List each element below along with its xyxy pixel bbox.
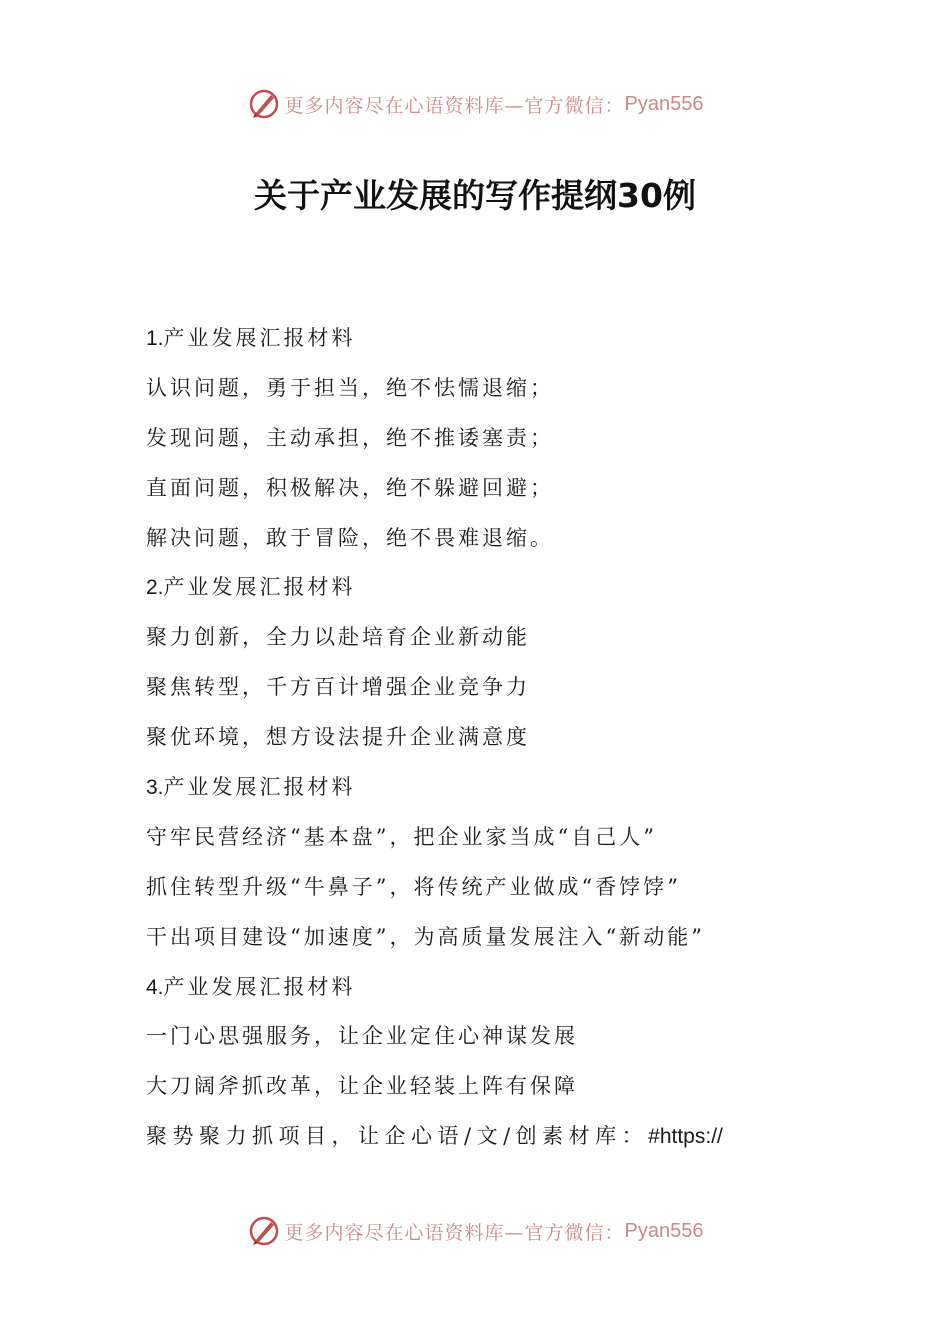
outline-line	[146, 813, 846, 863]
line-text: 守牢民营经济“基本盘”，把企业家当成“自己人”	[146, 824, 657, 849]
watermark-id: Pyan556	[624, 92, 704, 115]
outline-line	[146, 863, 846, 913]
outline-line	[146, 514, 846, 564]
pen-logo-icon	[247, 1214, 281, 1248]
section-heading	[146, 763, 846, 813]
footer-watermark	[0, 1211, 950, 1251]
outline-line	[146, 1112, 846, 1162]
line-text: 直面问题，积极解决，绝不躲避回避；	[146, 475, 554, 500]
line-text: 解决问题，敢于冒险，绝不畏难退缩。	[146, 525, 554, 550]
section-number: 3.	[146, 776, 164, 800]
line-text: 产业发展汇报材料	[163, 775, 356, 800]
line-text: 认识问题，勇于担当，绝不怯懦退缩；	[146, 375, 554, 400]
section-number: 4.	[146, 975, 164, 999]
pen-logo-icon	[247, 87, 281, 121]
line-text: 发现问题，主动承担，绝不推诿塞责；	[146, 425, 554, 450]
header-watermark	[0, 84, 950, 124]
line-text: 干出项目建设“加速度”，为高质量发展注入“新动能”	[146, 924, 705, 949]
line-text: 聚焦转型，千方百计增强企业竞争力	[146, 675, 530, 700]
outline-line	[146, 713, 846, 763]
line-text: 聚力创新，全力以赴培育企业新动能	[146, 625, 530, 650]
document-body	[146, 314, 846, 1162]
url-text: #https://	[648, 1125, 723, 1149]
outline-line	[146, 364, 846, 414]
line-text: 一门心思强服务，让企业定住心神谋发展	[146, 1024, 578, 1049]
line-text: 产业发展汇报材料	[163, 575, 356, 600]
section-number: 2.	[146, 576, 164, 600]
outline-line	[146, 613, 846, 663]
watermark-id: Pyan556	[624, 1219, 704, 1242]
line-text: 产业发展汇报材料	[163, 974, 356, 999]
outline-line	[146, 1012, 846, 1062]
outline-line	[146, 1062, 846, 1112]
line-text: 抓住转型升级“牛鼻子”，将传统产业做成“香饽饽”	[146, 874, 681, 899]
outline-line	[146, 663, 846, 713]
document-title: 关于产业发展的写作提纲30例	[254, 176, 696, 215]
section-heading	[146, 963, 846, 1013]
section-heading	[146, 563, 846, 613]
line-text: 聚优环境，想方设法提升企业满意度	[146, 725, 530, 750]
outline-line	[146, 414, 846, 464]
outline-line	[146, 913, 846, 963]
watermark-text: 更多内容尽在心语资料库—官方微信：	[284, 1221, 625, 1244]
outline-line	[146, 464, 846, 514]
line-text: 聚势聚力抓项目，让企心语/文/创素材库：	[146, 1124, 649, 1149]
section-number: 1.	[146, 327, 164, 350]
section-heading	[146, 314, 846, 364]
line-text: 大刀阔斧抓改革，让企业轻装上阵有保障	[146, 1074, 578, 1099]
watermark-text: 更多内容尽在心语资料库—官方微信：	[284, 94, 625, 117]
line-text: 产业发展汇报材料	[163, 326, 356, 350]
